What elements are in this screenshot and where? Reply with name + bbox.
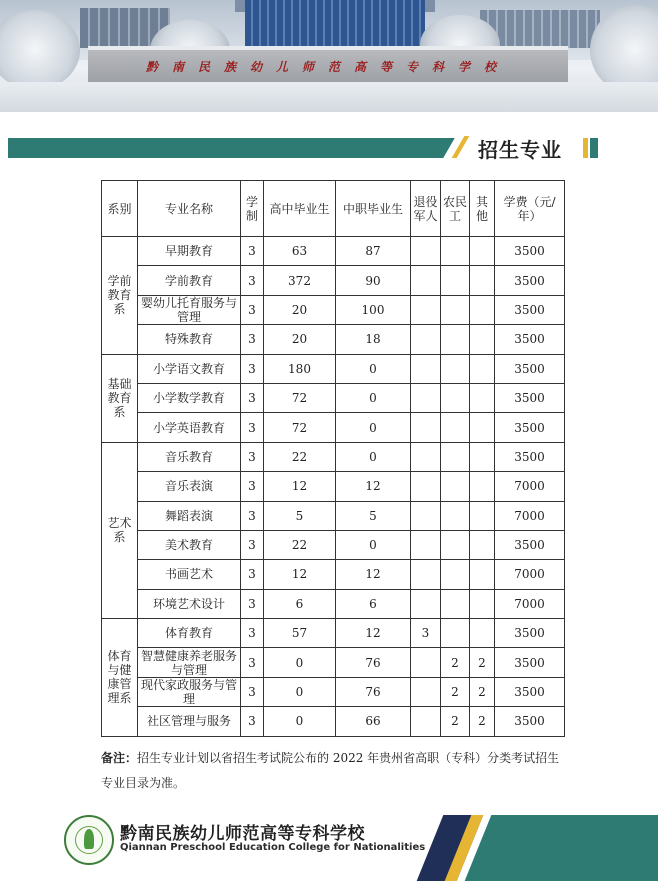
vet-cell: 3 [411, 619, 441, 648]
vs-cell: 18 [336, 325, 411, 354]
vs-cell: 12 [336, 472, 411, 501]
vs-cell: 90 [336, 266, 411, 295]
vet-cell [411, 354, 441, 383]
oth-cell: 2 [470, 677, 495, 706]
vs-cell: 76 [336, 677, 411, 706]
fee-cell: 3500 [495, 325, 565, 354]
mig-cell [441, 530, 470, 559]
length-cell: 3 [241, 619, 264, 648]
fee-cell: 3500 [495, 383, 565, 412]
fee-cell: 3500 [495, 354, 565, 383]
header-bar [8, 138, 455, 158]
hs-cell: 20 [264, 325, 336, 354]
header-fee: 学费（元/年） [495, 181, 565, 237]
college-logo-icon [64, 815, 114, 865]
vs-cell: 100 [336, 295, 411, 324]
vet-cell [411, 442, 441, 471]
major-name: 环境艺术设计 [138, 589, 241, 618]
mig-cell [441, 501, 470, 530]
header-name: 专业名称 [138, 181, 241, 237]
length-cell: 3 [241, 677, 264, 706]
major-name: 小学英语教育 [138, 413, 241, 442]
header-others: 其他 [470, 181, 495, 237]
table-row [102, 237, 565, 266]
length-cell: 3 [241, 383, 264, 412]
length-cell: 3 [241, 648, 264, 677]
fee-cell: 3500 [495, 619, 565, 648]
note-label: 备注： [101, 751, 138, 765]
snow-tree [0, 10, 80, 90]
length-cell: 3 [241, 354, 264, 383]
fee-cell: 7000 [495, 589, 565, 618]
table-row [102, 383, 565, 412]
logo-tree [84, 829, 94, 849]
hs-cell: 72 [264, 383, 336, 412]
vs-cell: 0 [336, 442, 411, 471]
vet-cell [411, 266, 441, 295]
mig-cell: 2 [441, 707, 470, 736]
hs-cell: 0 [264, 707, 336, 736]
oth-cell [470, 354, 495, 383]
hs-cell: 12 [264, 560, 336, 589]
major-name: 舞蹈表演 [138, 501, 241, 530]
mig-cell [441, 619, 470, 648]
mig-cell [441, 266, 470, 295]
length-cell: 3 [241, 237, 264, 266]
major-name: 婴幼儿托育服务与管理 [138, 295, 241, 324]
header-accent-gold [583, 138, 588, 158]
vs-cell: 66 [336, 707, 411, 736]
major-name: 早期教育 [138, 237, 241, 266]
table-row [102, 619, 565, 648]
fee-cell: 7000 [495, 472, 565, 501]
hs-cell: 0 [264, 648, 336, 677]
vs-cell: 5 [336, 501, 411, 530]
table-row [102, 354, 565, 383]
table-row [102, 413, 565, 442]
dept-cell: 学前教育系 [102, 237, 138, 355]
fee-cell: 3500 [495, 677, 565, 706]
header-length: 学制 [241, 181, 264, 237]
hs-cell: 5 [264, 501, 336, 530]
header-high-school: 高中毕业生 [264, 181, 336, 237]
vs-cell: 0 [336, 354, 411, 383]
table-row [102, 589, 565, 618]
table-row [102, 266, 565, 295]
mig-cell [441, 560, 470, 589]
header-vocational: 中职毕业生 [336, 181, 411, 237]
major-name: 音乐教育 [138, 442, 241, 471]
length-cell: 3 [241, 589, 264, 618]
header-migrant-workers: 农民工 [441, 181, 470, 237]
oth-cell [470, 266, 495, 295]
table-row [102, 472, 565, 501]
major-name: 美术教育 [138, 530, 241, 559]
admission-note [101, 746, 566, 796]
hs-cell: 180 [264, 354, 336, 383]
oth-cell [470, 589, 495, 618]
fee-cell: 3500 [495, 413, 565, 442]
vet-cell [411, 413, 441, 442]
vet-cell [411, 237, 441, 266]
hs-cell: 6 [264, 589, 336, 618]
vs-cell: 12 [336, 560, 411, 589]
fee-cell: 3500 [495, 530, 565, 559]
oth-cell [470, 237, 495, 266]
length-cell: 3 [241, 266, 264, 295]
mig-cell [441, 383, 470, 412]
mig-cell [441, 413, 470, 442]
table-row [102, 325, 565, 354]
major-name: 特殊教育 [138, 325, 241, 354]
length-cell: 3 [241, 442, 264, 471]
major-name: 智慧健康养老服务与管理 [138, 648, 241, 677]
oth-cell [470, 325, 495, 354]
dept-cell: 体育与健康管理系 [102, 619, 138, 737]
fee-cell: 3500 [495, 648, 565, 677]
table-header-row [102, 181, 565, 237]
section-title: 招生专业 [478, 138, 562, 162]
vs-cell: 12 [336, 619, 411, 648]
header-dept: 系别 [102, 181, 138, 237]
table-row [102, 707, 565, 736]
major-name: 书画艺术 [138, 560, 241, 589]
major-name: 社区管理与服务 [138, 707, 241, 736]
dept-cell: 艺术系 [102, 442, 138, 618]
oth-cell: 2 [470, 707, 495, 736]
hs-cell: 22 [264, 530, 336, 559]
major-name: 体育教育 [138, 619, 241, 648]
fee-cell: 7000 [495, 560, 565, 589]
length-cell: 3 [241, 501, 264, 530]
header-veterans: 退役军人 [411, 181, 441, 237]
major-name: 音乐表演 [138, 472, 241, 501]
oth-cell [470, 383, 495, 412]
fee-cell: 7000 [495, 501, 565, 530]
oth-cell [470, 501, 495, 530]
major-name: 小学数学教育 [138, 383, 241, 412]
mig-cell [441, 354, 470, 383]
mig-cell [441, 325, 470, 354]
vs-cell: 6 [336, 589, 411, 618]
admission-table [101, 180, 565, 737]
vs-cell: 0 [336, 413, 411, 442]
major-name: 学前教育 [138, 266, 241, 295]
mig-cell: 2 [441, 677, 470, 706]
mig-cell [441, 237, 470, 266]
oth-cell: 2 [470, 648, 495, 677]
vs-cell: 76 [336, 648, 411, 677]
vet-cell [411, 707, 441, 736]
footer-stripe-teal [465, 815, 658, 881]
oth-cell [470, 472, 495, 501]
hs-cell: 22 [264, 442, 336, 471]
vs-cell: 87 [336, 237, 411, 266]
vet-cell [411, 472, 441, 501]
campus-banner-image [0, 0, 658, 112]
snow-ground [0, 82, 658, 112]
oth-cell [470, 530, 495, 559]
fee-cell: 3500 [495, 707, 565, 736]
length-cell: 3 [241, 530, 264, 559]
vet-cell [411, 560, 441, 589]
vs-cell: 0 [336, 383, 411, 412]
oth-cell [470, 413, 495, 442]
table-row [102, 560, 565, 589]
major-name: 小学语文教育 [138, 354, 241, 383]
major-name: 现代家政服务与管理 [138, 677, 241, 706]
table-row [102, 648, 565, 677]
dept-cell: 基础教育系 [102, 354, 138, 442]
length-cell: 3 [241, 325, 264, 354]
vet-cell [411, 677, 441, 706]
mig-cell [441, 442, 470, 471]
note-text: 招生专业计划以省招生考试院公布的 2022 年贵州省高职（专科）分类考试招生专业目录为准。 [101, 751, 560, 790]
footer [0, 815, 658, 881]
oth-cell [470, 442, 495, 471]
fee-cell: 3500 [495, 442, 565, 471]
hs-cell: 12 [264, 472, 336, 501]
hs-cell: 63 [264, 237, 336, 266]
vet-cell [411, 589, 441, 618]
college-name-cn: 黔南民族幼儿师范高等专科学校 [120, 824, 365, 844]
table-row [102, 530, 565, 559]
length-cell: 3 [241, 707, 264, 736]
oth-cell [470, 619, 495, 648]
mig-cell: 2 [441, 648, 470, 677]
wall-inscription: 黔南民族幼儿师范高等专科学校 [145, 60, 510, 74]
vs-cell: 0 [336, 530, 411, 559]
vet-cell [411, 648, 441, 677]
fee-cell: 3500 [495, 266, 565, 295]
section-header [0, 134, 658, 160]
vet-cell [411, 530, 441, 559]
mig-cell [441, 589, 470, 618]
length-cell: 3 [241, 472, 264, 501]
mig-cell [441, 295, 470, 324]
vet-cell [411, 501, 441, 530]
vet-cell [411, 295, 441, 324]
header-accent-teal [590, 138, 598, 158]
hs-cell: 57 [264, 619, 336, 648]
mig-cell [441, 472, 470, 501]
length-cell: 3 [241, 413, 264, 442]
hs-cell: 72 [264, 413, 336, 442]
oth-cell [470, 295, 495, 324]
length-cell: 3 [241, 560, 264, 589]
fee-cell: 3500 [495, 295, 565, 324]
entrance-wall [88, 46, 568, 82]
table-row [102, 295, 565, 324]
hs-cell: 372 [264, 266, 336, 295]
oth-cell [470, 560, 495, 589]
hs-cell: 0 [264, 677, 336, 706]
length-cell: 3 [241, 295, 264, 324]
table-row [102, 442, 565, 471]
table-row [102, 677, 565, 706]
table-row [102, 501, 565, 530]
fee-cell: 3500 [495, 237, 565, 266]
vet-cell [411, 383, 441, 412]
hs-cell: 20 [264, 295, 336, 324]
vet-cell [411, 325, 441, 354]
college-name-en: Qiannan Preschool Education College for Nationalities [120, 842, 426, 853]
